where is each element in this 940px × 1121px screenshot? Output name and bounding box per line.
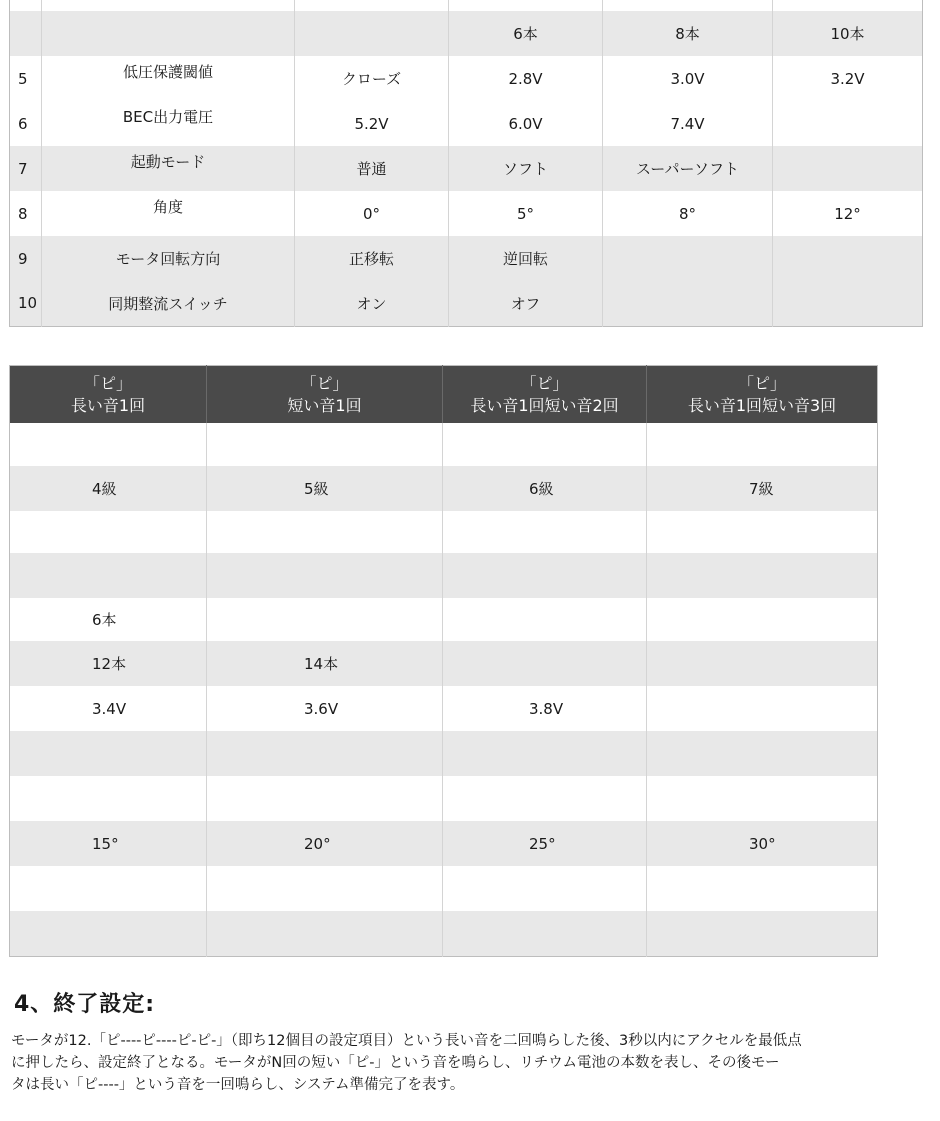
param-name: 起動モード [42, 146, 295, 191]
option-cell [295, 11, 449, 56]
table-row [10, 191, 923, 236]
option-cell: ソフト [449, 146, 603, 191]
table-cell [207, 866, 443, 911]
row-number: 8 [10, 191, 42, 236]
table-cell [443, 511, 647, 553]
table-cell: 30° [647, 821, 878, 866]
section-heading: 4、終了設定: [14, 992, 156, 1017]
table-cell [10, 911, 207, 956]
table-cell: 6本 [10, 598, 207, 641]
table-row [10, 686, 878, 731]
table-row [10, 776, 878, 821]
option-cell [449, 0, 603, 11]
option-cell [773, 0, 923, 11]
table-row [10, 821, 878, 866]
option-cell: 正移転 [295, 236, 449, 281]
table-cell [207, 423, 443, 466]
option-cell [773, 236, 923, 281]
option-cell: クローズ [295, 56, 449, 101]
table-cell [443, 731, 647, 776]
option-cell: オフ [449, 281, 603, 326]
table-cell [443, 641, 647, 686]
row-number: 7 [10, 146, 42, 191]
row-number: 10 [10, 281, 42, 326]
table-cell [647, 423, 878, 466]
option-cell: オン [295, 281, 449, 326]
column-header [647, 366, 878, 424]
column-header [10, 366, 207, 424]
table-cell [443, 423, 647, 466]
option-cell [773, 146, 923, 191]
table-cell: 25° [443, 821, 647, 866]
table-cell [647, 598, 878, 641]
option-cell: 10本 [773, 11, 923, 56]
table-cell [10, 423, 207, 466]
option-cell: 逆回転 [449, 236, 603, 281]
table-cell: 4級 [10, 466, 207, 511]
row-number: 5 [10, 56, 42, 101]
table-cell [207, 598, 443, 641]
table-cell [443, 911, 647, 956]
param-name: 角度 [42, 191, 295, 236]
table-cell: 14本 [207, 641, 443, 686]
table-cell [10, 511, 207, 553]
table-cell [207, 553, 443, 598]
paragraph-line: モータが12.「ピ----ピ----ピ-ピ-」（即ち12個目の設定項目）という長い音を二回鳴らした後、3秒以内にアクセルを最低点 [11, 1033, 802, 1049]
option-cell [295, 0, 449, 11]
settings-table-top [9, 0, 923, 327]
table-cell: 7級 [647, 466, 878, 511]
table-cell: 15° [10, 821, 207, 866]
header-beep: 「ピ」 [737, 373, 786, 393]
table-cell: 6級 [443, 466, 647, 511]
table-cell [647, 776, 878, 821]
option-cell [603, 236, 773, 281]
table-cell [443, 776, 647, 821]
table-cell: 5級 [207, 466, 443, 511]
table-row [10, 11, 923, 56]
table-cell: 12本 [10, 641, 207, 686]
row-number [10, 11, 42, 56]
section-paragraph [11, 1030, 926, 1096]
table-cell: 3.8V [443, 686, 647, 731]
table-row [10, 0, 923, 11]
option-cell: 12° [773, 191, 923, 236]
table-row [10, 511, 878, 553]
option-cell: 8° [603, 191, 773, 236]
table-row [10, 423, 878, 466]
table-cell [10, 866, 207, 911]
table-cell [443, 866, 647, 911]
table-cell [443, 553, 647, 598]
param-name [42, 0, 295, 11]
param-name: 低圧保護閾値 [42, 56, 295, 101]
table-row [10, 56, 923, 101]
table-row [10, 236, 923, 281]
table-cell [207, 776, 443, 821]
param-name: モータ回転方向 [42, 236, 295, 281]
param-name: BEC出力電圧 [42, 101, 295, 146]
table-cell [207, 511, 443, 553]
table-cell [10, 731, 207, 776]
row-number: 6 [10, 101, 42, 146]
table-row [10, 731, 878, 776]
header-pattern: 短い音1回 [287, 395, 362, 415]
table-cell [443, 598, 647, 641]
table-cell [647, 511, 878, 553]
option-cell [773, 281, 923, 326]
beep-code-table [9, 365, 878, 957]
table-cell [10, 776, 207, 821]
option-cell [603, 0, 773, 11]
table-row [10, 146, 923, 191]
table-cell [10, 553, 207, 598]
option-cell: 2.8V [449, 56, 603, 101]
option-cell: スーパーソフト [603, 146, 773, 191]
header-beep: 「ピ」 [520, 373, 569, 393]
table-cell [647, 641, 878, 686]
option-cell: 5° [449, 191, 603, 236]
header-pattern: 長い音1回短い音2回 [470, 395, 619, 415]
option-cell: 7.4V [603, 101, 773, 146]
table-row [10, 466, 878, 511]
table-row [10, 866, 878, 911]
header-pattern: 長い音1回 [70, 395, 146, 415]
table-cell [647, 553, 878, 598]
table-row [10, 281, 923, 326]
row-number: 9 [10, 236, 42, 281]
option-cell: 普通 [295, 146, 449, 191]
table-cell: 3.4V [10, 686, 207, 731]
table-row [10, 598, 878, 641]
table-cell [207, 911, 443, 956]
option-cell: 5.2V [295, 101, 449, 146]
option-cell: 3.2V [773, 56, 923, 101]
row-number [10, 0, 42, 11]
option-cell [603, 281, 773, 326]
column-header [207, 366, 443, 424]
table-header-row [10, 366, 878, 424]
option-cell: 0° [295, 191, 449, 236]
column-header [443, 366, 647, 424]
table-row [10, 641, 878, 686]
option-cell: 6本 [449, 11, 603, 56]
option-cell: 3.0V [603, 56, 773, 101]
option-cell [773, 101, 923, 146]
table-cell: 20° [207, 821, 443, 866]
header-beep: 「ピ」 [300, 373, 349, 393]
param-name: 同期整流スイッチ [42, 281, 295, 326]
header-pattern: 長い音1回短い音3回 [687, 395, 837, 415]
header-beep: 「ピ」 [83, 373, 132, 393]
table-row [10, 101, 923, 146]
table-cell: 3.6V [207, 686, 443, 731]
table-cell [647, 686, 878, 731]
table-row [10, 553, 878, 598]
table-cell [647, 911, 878, 956]
option-cell: 8本 [603, 11, 773, 56]
table-cell [207, 731, 443, 776]
param-name [42, 11, 295, 56]
table-cell [647, 731, 878, 776]
option-cell: 6.0V [449, 101, 603, 146]
table-row [10, 911, 878, 956]
table-cell [647, 866, 878, 911]
paragraph-line: タは長い「ピ----」という音を一回鳴らし、システム準備完了を表す。 [11, 1077, 465, 1093]
paragraph-line: に押したら、設定終了となる。モータがN回の短い「ピ-」という音を鳴らし、リチウム電池の本数を表し、その後モー [11, 1055, 780, 1071]
